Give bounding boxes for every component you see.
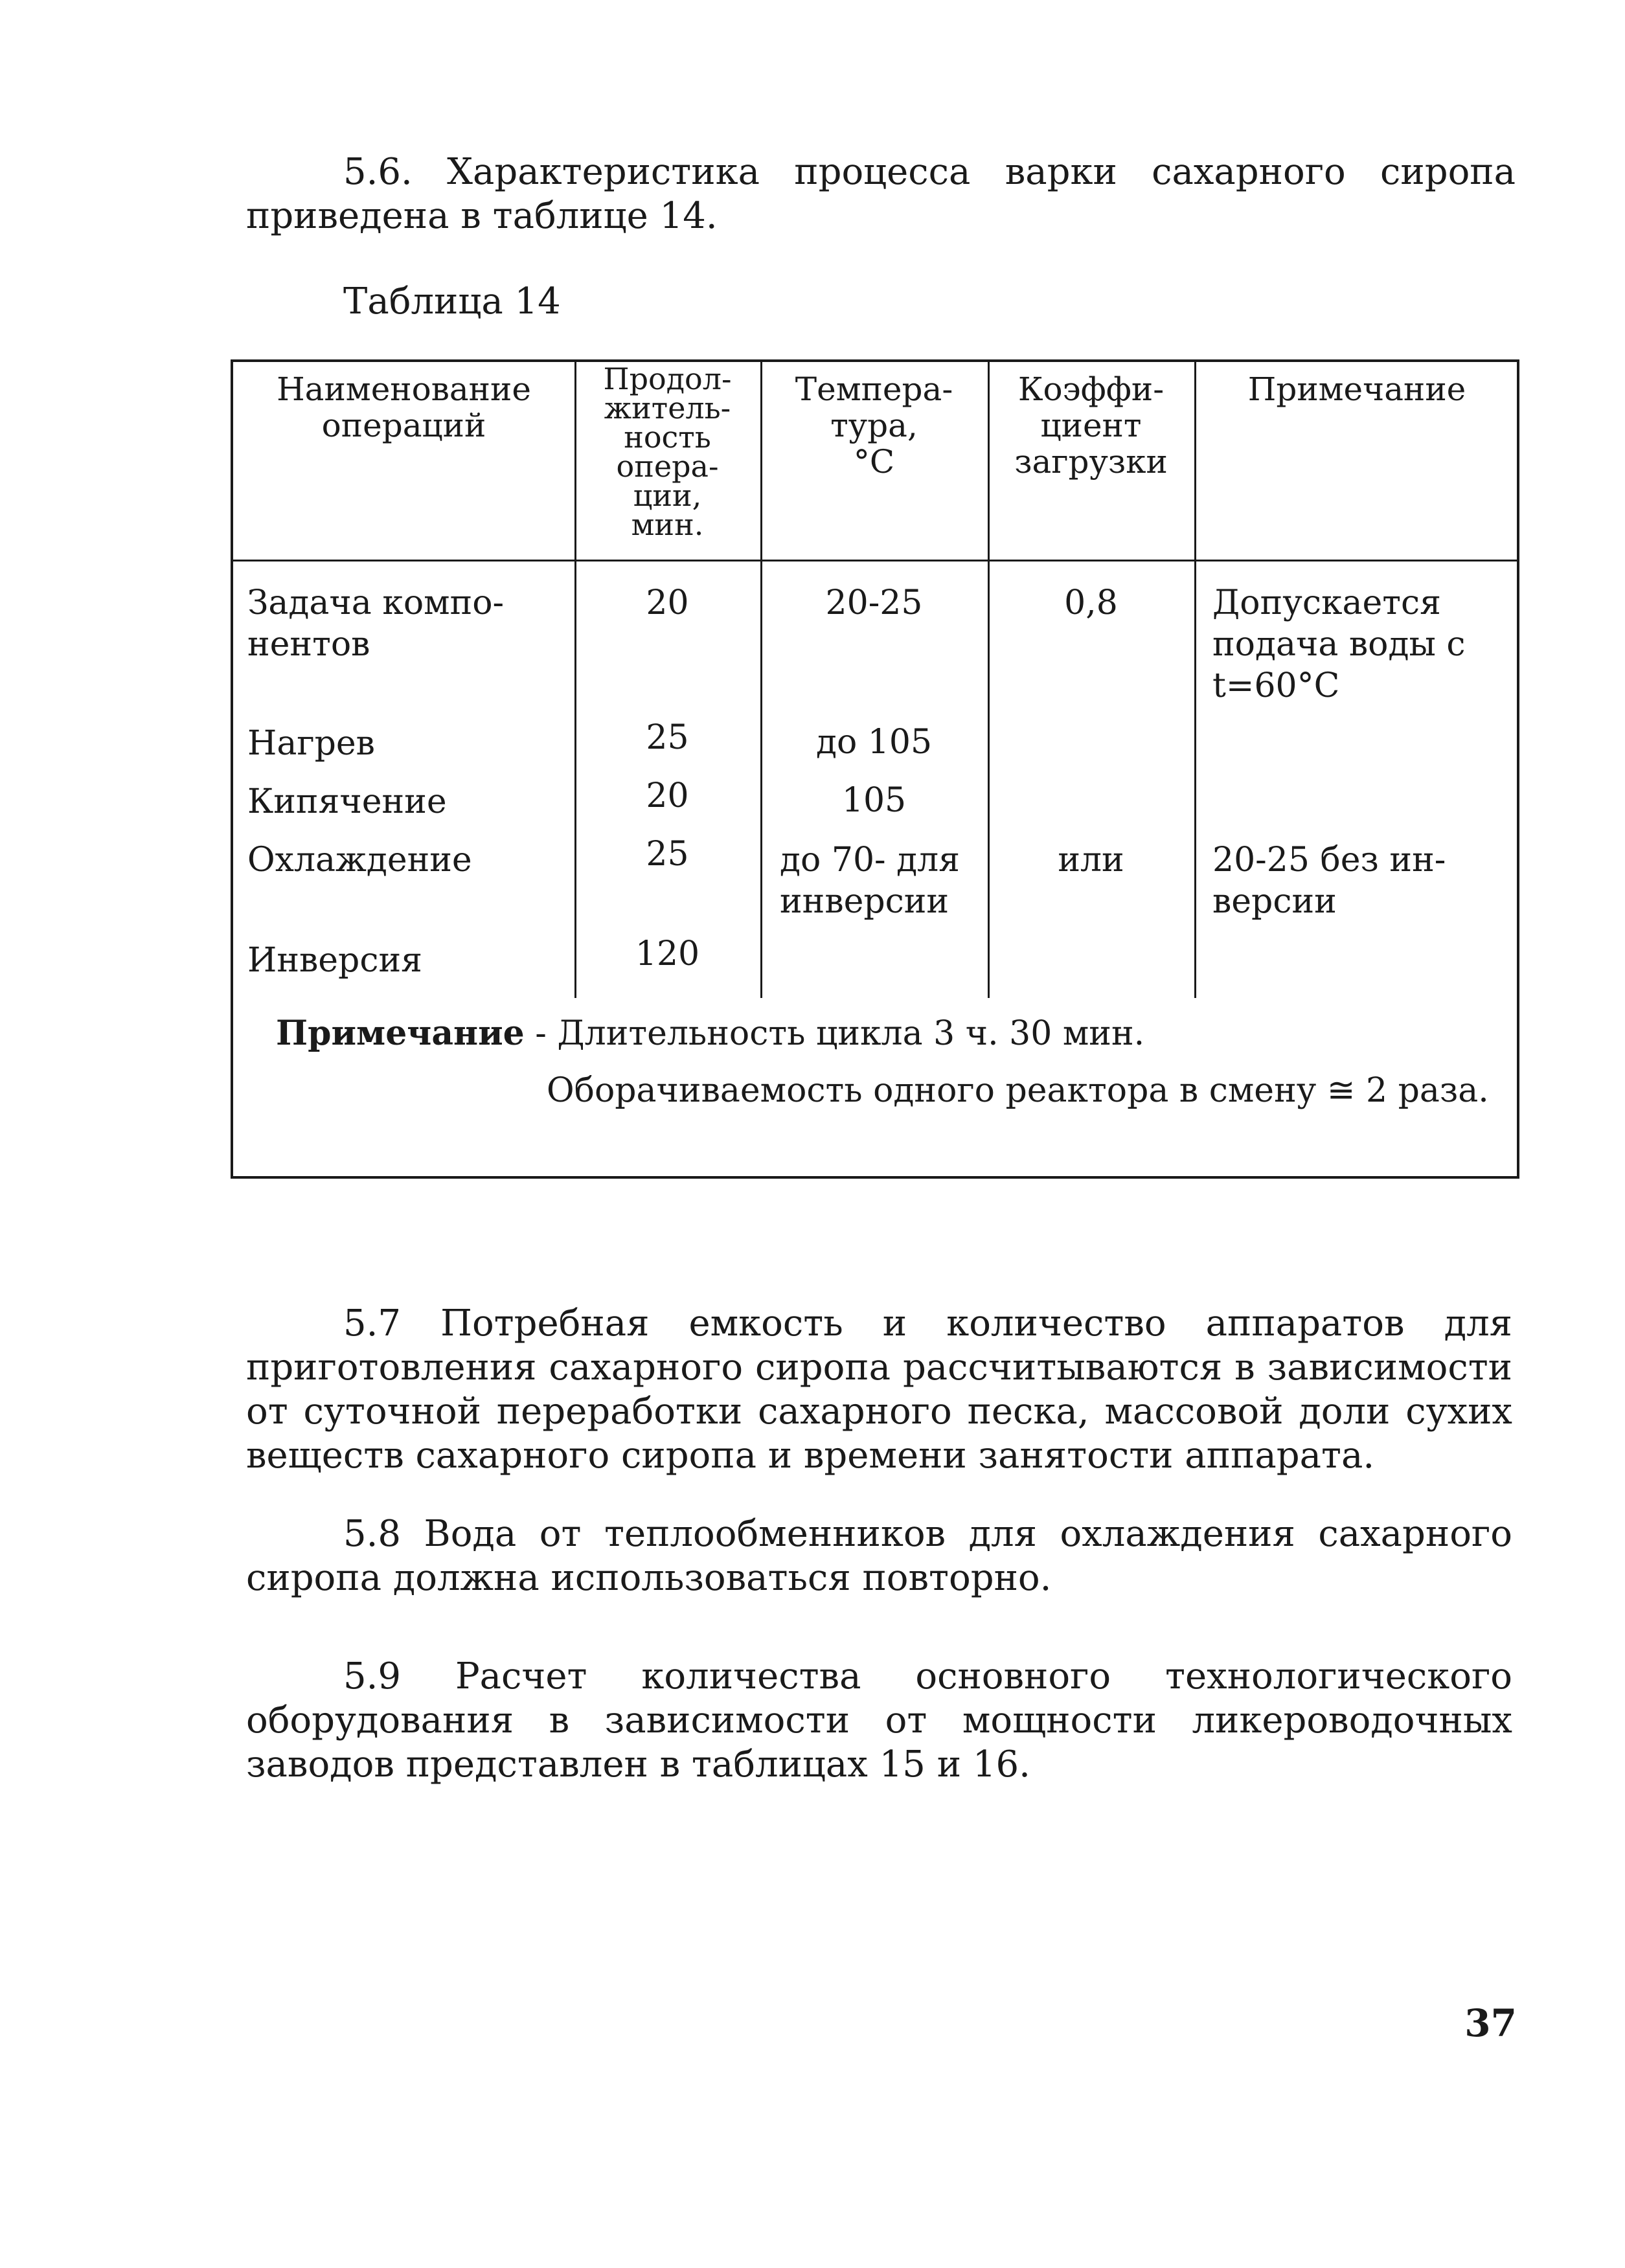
table-14 [231,359,1519,1179]
paragraph-5-7-text: 5.7 Потребная емкость и количество аппаратов для приготовления сахарного сиропа рассчитываются в зависимости от суточной переработки сахарного песка, массовой доли сухих веществ сахарного сиропа и времени занятости аппарата. [246,1302,1512,1477]
header-text: мин. [631,507,704,542]
cell-line: версии [1212,882,1337,921]
header-text: ность [624,420,711,455]
cell-line: Кипячение [247,782,447,821]
cell-line: t=60°С [1212,666,1340,705]
header-text: °С [853,443,895,481]
table-cell-temperature [780,839,981,922]
table-cell-operation [247,582,565,665]
table-cell-note [1212,839,1517,922]
header-note [1194,371,1519,407]
cell-line: Охлаждение [247,841,472,879]
cell-line: 105 [841,781,907,820]
cell-line: до 70- для [780,841,960,879]
cell-line: 20-25 [825,584,923,622]
page-number: 37 [1464,2001,1517,2045]
header-text: житель- [604,391,731,425]
header-text: опера- [616,449,719,484]
table-cell-note [1212,582,1517,707]
header-text: циент [1040,407,1142,444]
header-text: Коэффи- [1017,370,1165,408]
header-text: операций [321,407,486,444]
cell-line: Задача компо- [247,584,505,622]
table-cell-duration: 25 [646,718,689,757]
cell-line: Допускается [1212,584,1441,622]
table-cell-duration: 120 [635,935,700,973]
header-text: тура, [830,407,918,444]
table-cell-temperature [760,780,988,821]
table-cell-duration: 25 [646,835,689,874]
table-cell-load: 0,8 [1064,584,1118,622]
cell-line: 20-25 без ин- [1212,841,1446,879]
table-cell-temperature [760,721,988,763]
cell-line: Нагрев [247,724,375,763]
table-cell-operation [247,839,565,881]
paragraph-5-9 [246,1655,1512,1787]
table-cell-operation [247,781,565,822]
paragraph-5-6 [246,150,1516,238]
table-cell-duration: 20 [646,777,689,815]
footnote-label: Примечание [276,1014,525,1053]
cell-line: нентов [247,625,370,664]
cell-line: до 105 [815,723,933,762]
paragraph-5-9-text: 5.9 Расчет количества основного технологического оборудования в зависимости от мощности ликероводочных заводов представлен в таблицах 15 и 16. [246,1655,1512,1786]
cell-line: подача воды с [1212,625,1466,664]
header-text: Продол- [603,361,732,396]
table-cell-load: или [1058,841,1124,879]
cell-line: инверсии [780,882,949,921]
header-text: Наименование [277,370,531,408]
cell-line: Инверсия [247,941,422,980]
paragraph-5-6-text: 5.6. Характеристика процесса варки сахарного сиропа приведена в таблице 14. [246,151,1516,237]
header-text: Примечание [1247,370,1466,408]
header-duration [574,361,760,542]
header-text: ции, [633,478,702,513]
table-cell-duration: 20 [646,584,689,622]
table-caption: Таблица 14 [343,280,561,323]
paragraph-5-8 [246,1512,1512,1600]
paragraph-5-7 [246,1302,1512,1478]
paragraph-5-8-text: 5.8 Вода от теплообменников для охлаждения сахарного сиропа должна использоваться повторно. [246,1513,1512,1599]
table-header-divider [233,560,1517,561]
table-cell-operation [247,940,565,981]
header-text: Темпера- [795,370,953,408]
table-footnote-line-2: Оборачиваемость одного реактора в смену ≅ 2 раза. [547,1071,1489,1110]
footnote-line: - Длительность цикла 3 ч. 30 мин. [524,1014,1145,1053]
header-text: загрузки [1014,443,1168,481]
table-col-divider [1194,362,1196,998]
table-cell-operation [247,723,565,764]
table-cell-temperature [760,582,988,624]
table-footnote [276,1013,1506,1054]
header-operation [233,371,574,444]
header-temperature [760,371,988,480]
header-load-factor [988,371,1194,480]
